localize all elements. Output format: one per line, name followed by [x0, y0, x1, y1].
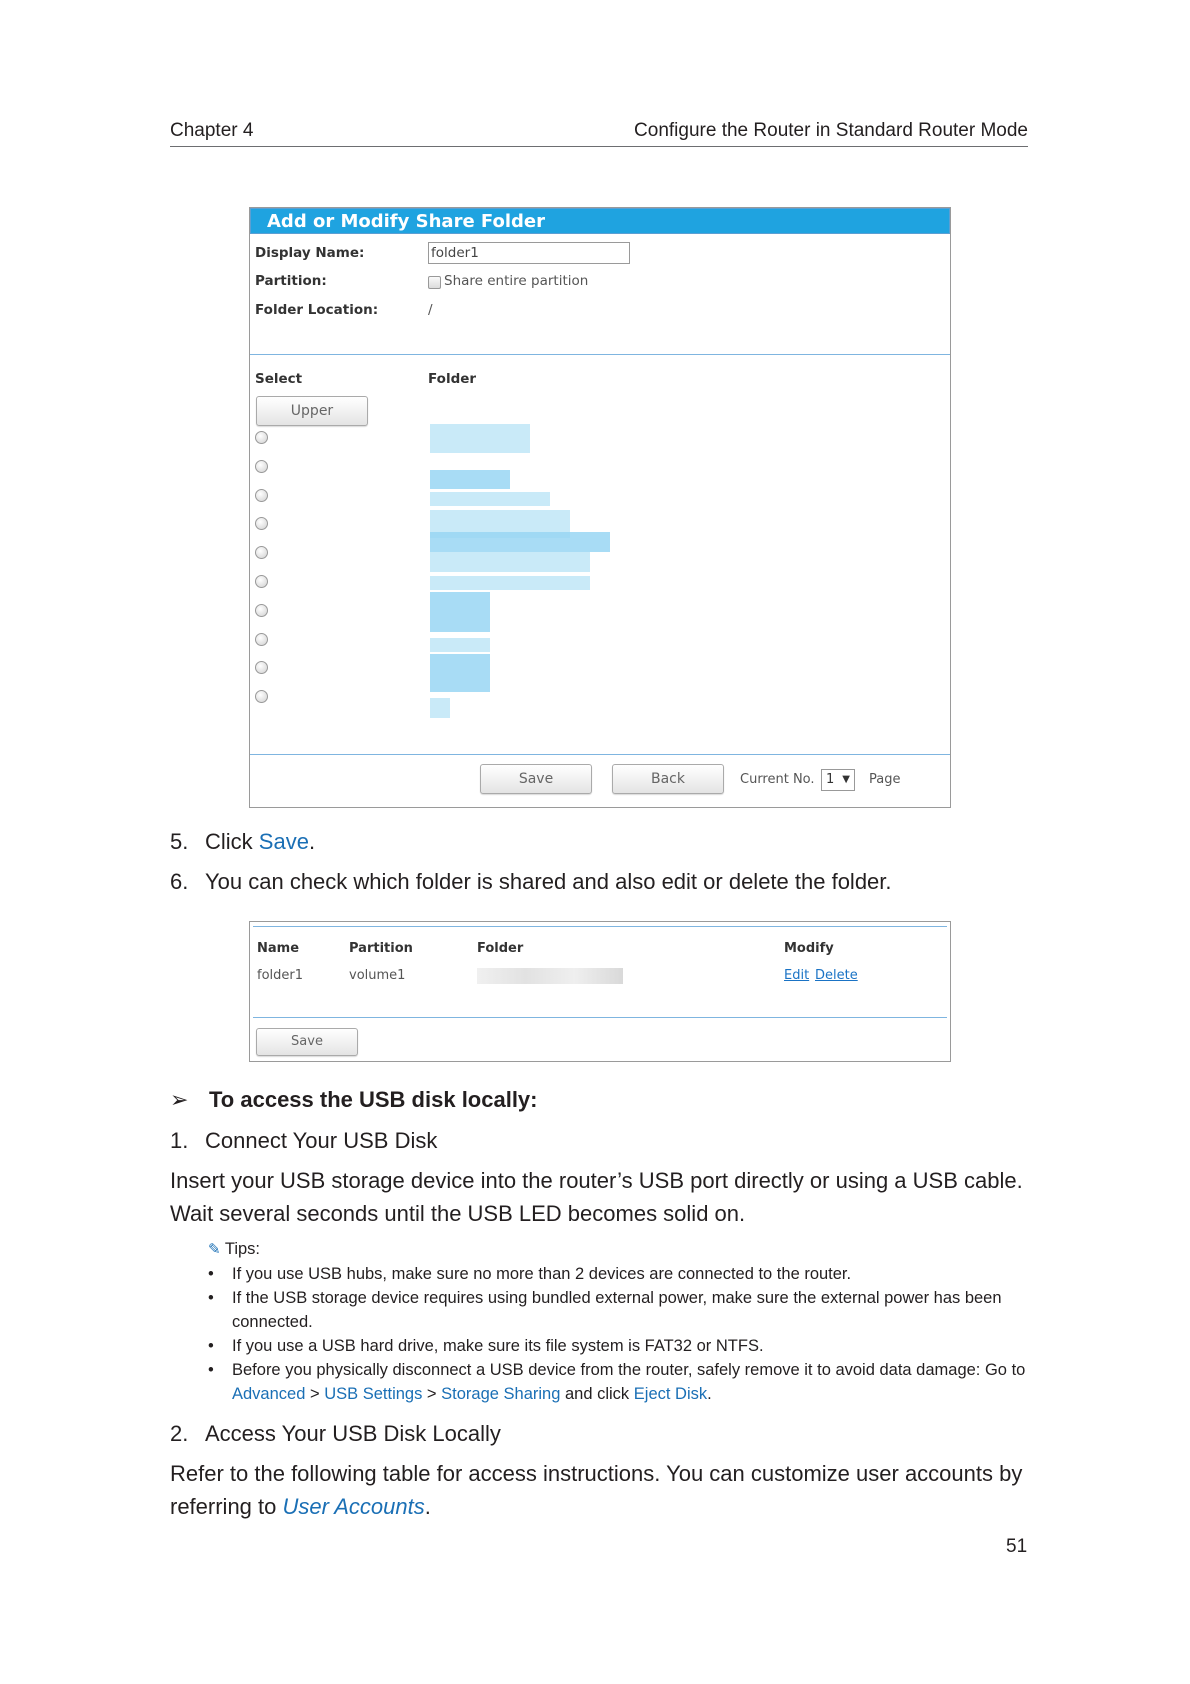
section-title: Configure the Router in Standard Router Mode [634, 120, 1028, 141]
separator: > [422, 1385, 442, 1403]
modify-column-header: Modify [784, 941, 834, 956]
row-partition: volume1 [349, 968, 406, 983]
para-text: referring to [170, 1494, 283, 1519]
advanced-link[interactable]: Advanced [232, 1385, 306, 1403]
blurred-folder-path [477, 968, 623, 984]
eject-disk-link[interactable]: Eject Disk [633, 1385, 708, 1403]
folder-radio-button[interactable] [255, 690, 268, 703]
current-no-value: 1 [826, 772, 835, 787]
chevron-down-icon: ▼ [842, 774, 850, 785]
bullet-icon: • [208, 1289, 214, 1307]
panel-title: Add or Modify Share Folder [250, 208, 950, 234]
edit-link[interactable]: Edit [784, 968, 810, 983]
step-6 [170, 869, 892, 895]
folder-radio-button[interactable] [255, 604, 268, 617]
local-access-heading [170, 1087, 538, 1113]
save-button[interactable]: Save [256, 1028, 358, 1056]
tip-text: If you use USB hubs, make sure no more than 2 devices are connected to the router. [232, 1265, 852, 1283]
divider [253, 926, 947, 927]
partition-label: Partition: [255, 273, 327, 289]
step-number: 1. [170, 1128, 189, 1153]
separator: > [305, 1385, 325, 1403]
tips-heading [208, 1240, 260, 1259]
step-title-text: Connect Your USB Disk [205, 1128, 438, 1153]
folder-radio-button[interactable] [255, 575, 268, 588]
step-number: 5. [170, 829, 189, 854]
back-button[interactable]: Back [612, 764, 724, 794]
bullet-icon: • [208, 1361, 214, 1379]
folder-radio-button[interactable] [255, 460, 268, 473]
select-column-header: Select [255, 371, 303, 387]
folder-column-header: Folder [428, 371, 477, 387]
tip-text: Before you physically disconnect a USB device from the router, safely remove it to avoid data damage: Go to [232, 1361, 1026, 1379]
heading-text: To access the USB disk locally: [209, 1087, 538, 1112]
tip-text [232, 1385, 712, 1404]
upper-button[interactable]: Upper [256, 396, 368, 426]
share-entire-partition-checkbox[interactable] [428, 276, 441, 289]
name-column-header: Name [257, 941, 300, 956]
save-link[interactable]: Save [258, 829, 309, 854]
step-number: 6. [170, 869, 189, 894]
tip-text: If you use a USB hard drive, make sure its file system is FAT32 or NTFS. [232, 1337, 764, 1355]
para-text-end: . [424, 1494, 431, 1519]
step-text: You can check which folder is shared and also edit or delete the folder. [205, 869, 892, 894]
page-number: 51 [1006, 1536, 1028, 1557]
folder-radio-button[interactable] [255, 546, 268, 559]
row-name: folder1 [257, 968, 304, 983]
para2-line1: Refer to the following table for access instructions. You can customize user accounts by [170, 1461, 1023, 1486]
divider [253, 1017, 947, 1018]
folder-radio-button[interactable] [255, 661, 268, 674]
para2-line2 [170, 1494, 431, 1520]
tip-text: connected. [232, 1313, 313, 1331]
delete-link[interactable]: Delete [815, 968, 858, 983]
step-text: Click [205, 829, 259, 854]
step-2-title [170, 1421, 501, 1447]
divider [250, 354, 950, 355]
bullet-icon: • [208, 1265, 214, 1283]
paperclip-icon: ✎ [208, 1241, 221, 1258]
display-name-label: Display Name: [255, 245, 365, 261]
folder-radio-button[interactable] [255, 633, 268, 646]
user-accounts-link[interactable]: User Accounts [282, 1494, 425, 1519]
para1-line2: Wait several seconds until the USB LED becomes solid on. [170, 1201, 746, 1226]
current-no-select[interactable] [821, 769, 855, 791]
step-1-title [170, 1128, 437, 1154]
folder-location-value: / [428, 302, 433, 318]
folder-column-header: Folder [477, 941, 524, 956]
tip-text: If the USB storage device requires using bundled external power, make sure the external power has been [232, 1289, 1002, 1307]
para1-line1: Insert your USB storage device into the router’s USB port directly or using a USB cable. [170, 1168, 1023, 1193]
current-no-label: Current No. [740, 772, 815, 787]
usb-settings-link[interactable]: USB Settings [324, 1385, 423, 1403]
folder-radio-button[interactable] [255, 517, 268, 530]
folder-radio-button[interactable] [255, 431, 268, 444]
tip-text-end: . [707, 1385, 712, 1403]
display-name-input[interactable] [428, 242, 630, 264]
save-button[interactable]: Save [480, 764, 592, 794]
shared-folder-table [249, 921, 951, 1062]
storage-sharing-link[interactable]: Storage Sharing [441, 1385, 561, 1403]
bullet-icon: • [208, 1337, 214, 1355]
share-entire-partition-label: Share entire partition [444, 273, 589, 289]
tip-text-mid: and click [560, 1385, 634, 1403]
page-label: Page [869, 772, 901, 787]
step-text-end: . [308, 829, 316, 854]
step-5 [170, 829, 315, 855]
folder-radio-button[interactable] [255, 489, 268, 502]
page-header [170, 120, 1028, 147]
share-folder-panel [249, 207, 951, 808]
chapter-label: Chapter 4 [170, 120, 254, 141]
divider [250, 754, 950, 755]
step-title-text: Access Your USB Disk Locally [205, 1421, 501, 1446]
folder-location-label: Folder Location: [255, 302, 379, 318]
tips-label: Tips: [224, 1240, 261, 1258]
step-number: 2. [170, 1421, 189, 1446]
arrow-icon: ➢ [170, 1087, 189, 1112]
partition-column-header: Partition [349, 941, 413, 956]
